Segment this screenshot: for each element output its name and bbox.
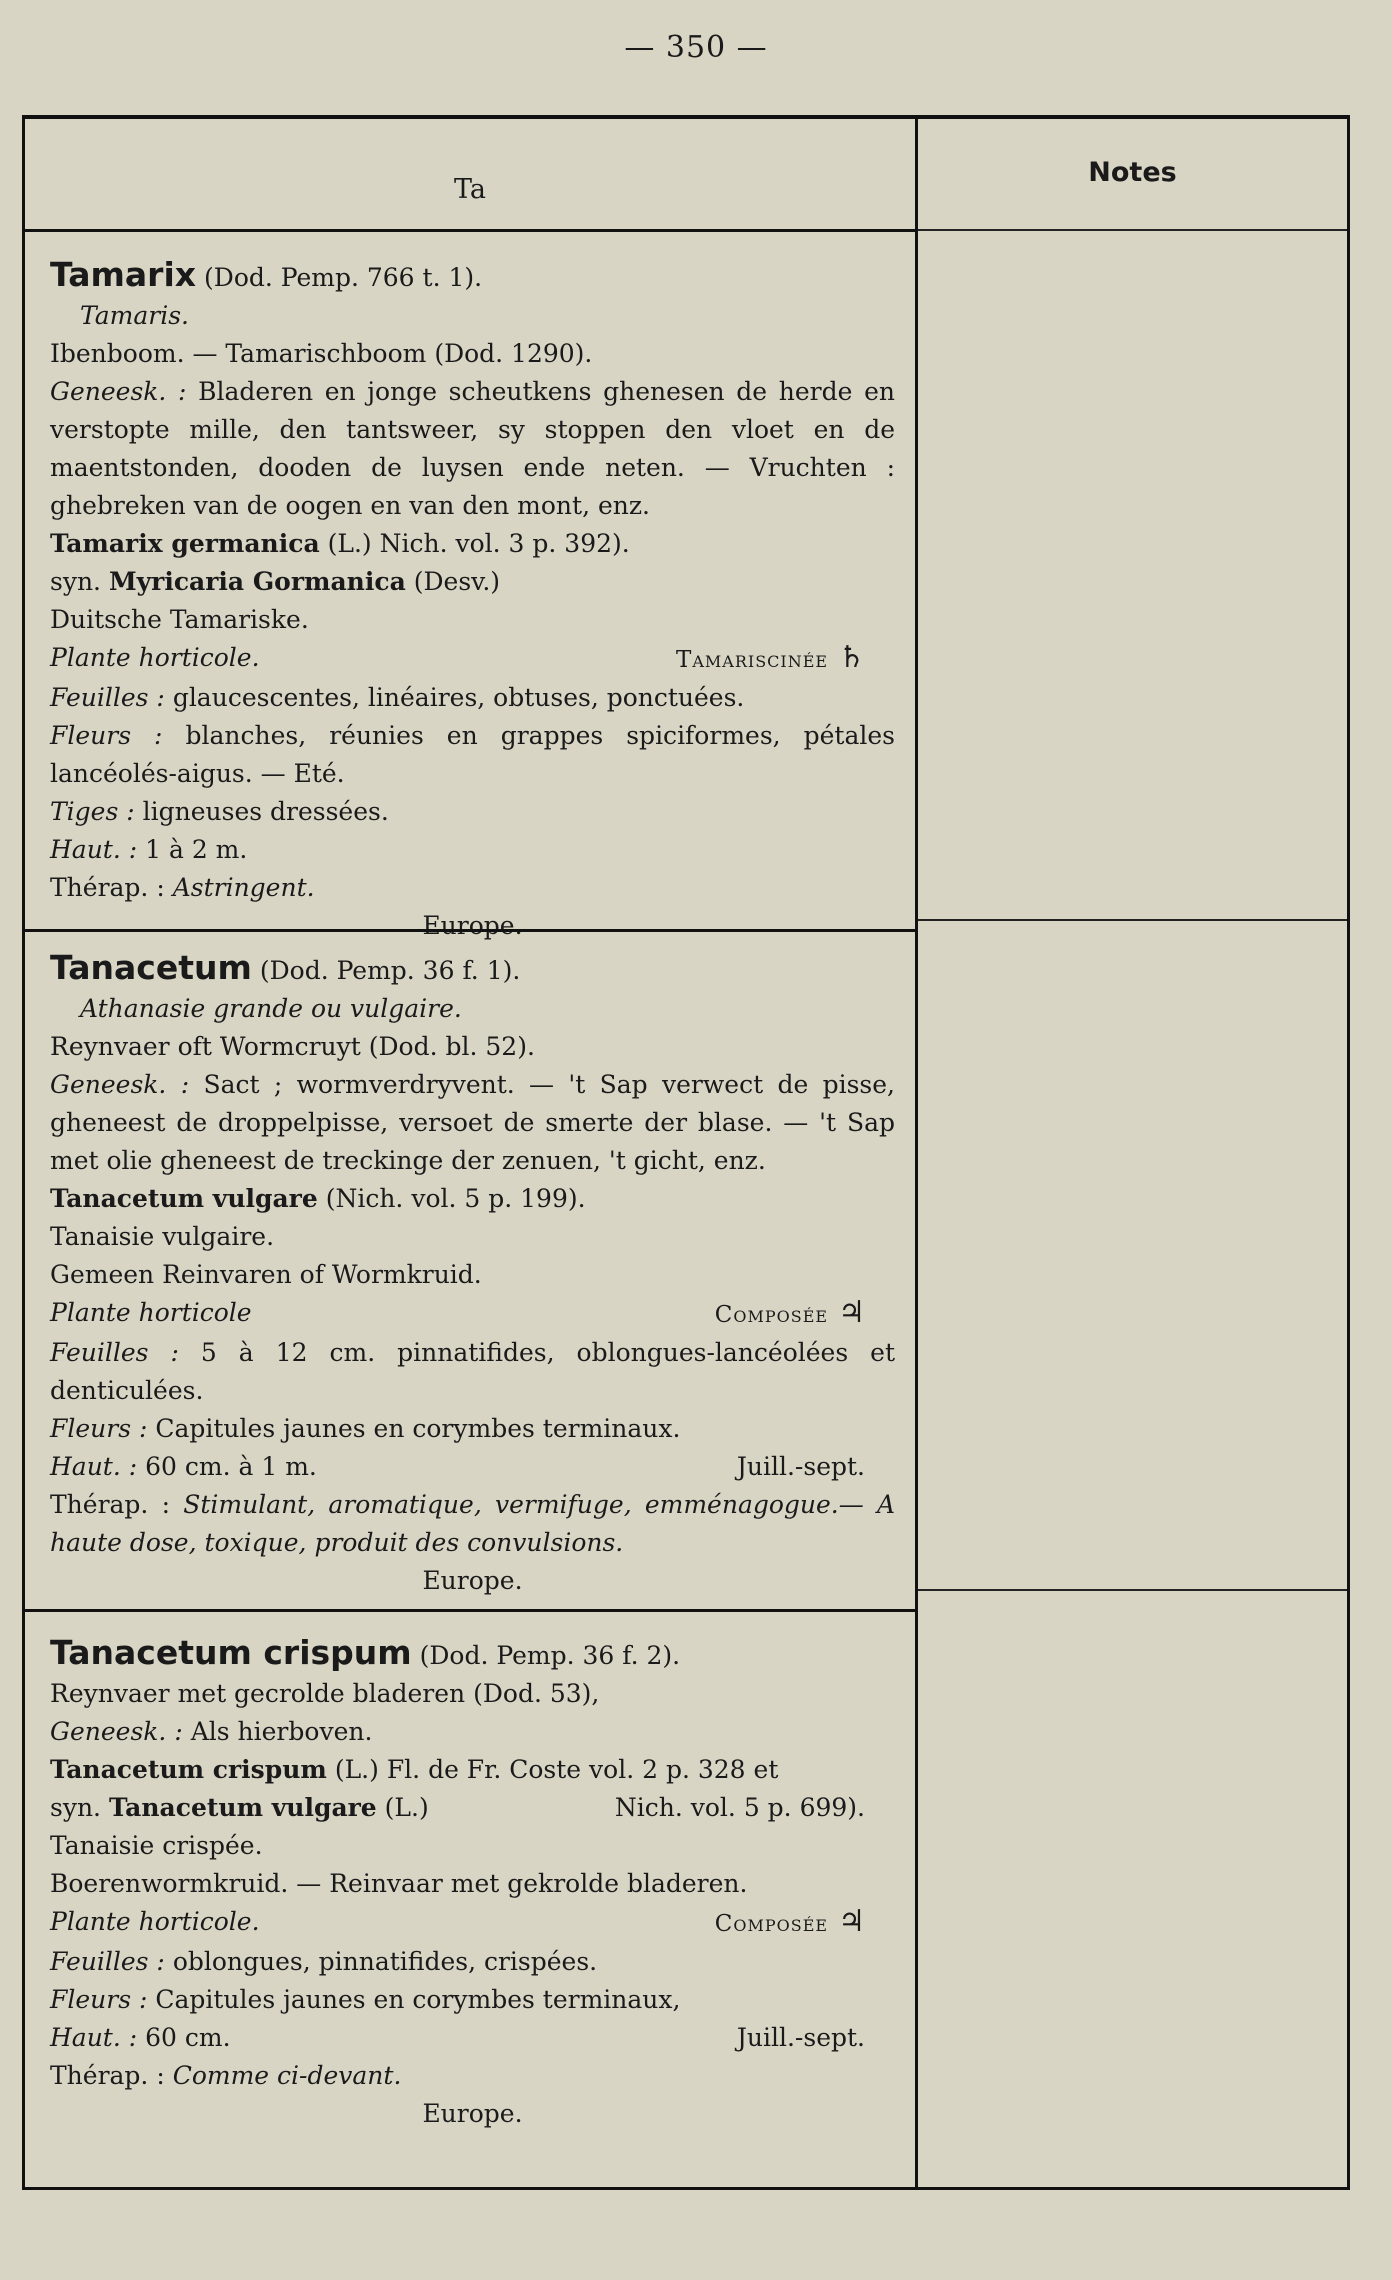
perennial-symbol-icon: ♃ bbox=[838, 1904, 865, 1939]
haut-text: 1 à 2 m. bbox=[145, 835, 248, 864]
perennial-symbol-icon: ♃ bbox=[838, 1295, 865, 1330]
notes-header-divider bbox=[918, 229, 1347, 231]
fleurs-label: Fleurs : bbox=[50, 721, 163, 750]
synonym-author: (L.) bbox=[384, 1793, 429, 1822]
flowering-season: Juill.-sept. bbox=[736, 1452, 865, 1481]
syn-prefix: syn. bbox=[50, 567, 102, 596]
entry-divider bbox=[25, 1609, 915, 1612]
feuilles-label: Feuilles : bbox=[50, 1338, 179, 1367]
feuilles-label: Feuilles : bbox=[50, 683, 165, 712]
notes-divider bbox=[918, 919, 1347, 921]
dutch-names: Reynvaer oft Wormcruyt (Dod. bl. 52). bbox=[50, 1032, 535, 1061]
haut-text: 60 cm. bbox=[145, 2023, 231, 2052]
herbal-table bbox=[22, 115, 1350, 2190]
tiges-label: Tiges : bbox=[50, 797, 135, 826]
notes-divider bbox=[918, 1589, 1347, 1591]
region: Europe. bbox=[422, 911, 523, 940]
dutch-name-2: Boerenwormkruid. — Reinvaar met gekrolde bladeren. bbox=[50, 1869, 748, 1898]
therap-label: Thérap. : bbox=[50, 1490, 170, 1519]
genus-reference: (Dod. Pemp. 36 f. 2). bbox=[419, 1641, 681, 1670]
family-name: Tamariscinée bbox=[676, 647, 829, 673]
haut-text: 60 cm. à 1 m. bbox=[145, 1452, 317, 1481]
french-name-2: Tanaisie vulgaire. bbox=[50, 1222, 275, 1251]
haut-label: Haut. : bbox=[50, 835, 138, 864]
column-divider bbox=[915, 119, 918, 2187]
geneesk-label: Geneesk. : bbox=[50, 1070, 190, 1099]
feuilles-label: Feuilles : bbox=[50, 1947, 165, 1976]
therap-label: Thérap. : bbox=[50, 873, 165, 902]
synonym-author: (Desv.) bbox=[413, 567, 501, 596]
syn-prefix: syn. bbox=[50, 1793, 102, 1822]
synonym-name: Myricaria Gormanica bbox=[108, 567, 406, 596]
dutch-name-2: Gemeen Reinvaren of Wormkruid. bbox=[50, 1260, 482, 1289]
feuilles-text: 5 à 12 cm. pinnatifides, oblongues-lancéolées et denticulées. bbox=[50, 1338, 896, 1405]
plante-label: Plante horticole bbox=[50, 1298, 252, 1327]
entry-tamarix bbox=[50, 256, 895, 945]
species-name: Tanacetum vulgare bbox=[50, 1184, 318, 1213]
geneesk-label: Geneesk. : bbox=[50, 377, 187, 406]
family-name: Composée bbox=[714, 1911, 829, 1937]
flowering-season: Juill.-sept. bbox=[736, 2023, 865, 2052]
therap-text: Comme ci-devant. bbox=[172, 2061, 402, 2090]
therap-text: Stimulant, aromatique, vermifuge, emménagogue.— A haute dose, toxique, produit des convulsions. bbox=[50, 1490, 895, 1557]
feuilles-text: glaucescentes, linéaires, obtuses, ponctuées. bbox=[172, 683, 745, 712]
entry-tanacetum bbox=[50, 949, 895, 1600]
fleurs-text: Capitules jaunes en corymbes terminaux. bbox=[155, 1414, 681, 1443]
genus-reference: (Dod. Pemp. 36 f. 1). bbox=[259, 956, 521, 985]
french-name: Tamaris. bbox=[80, 301, 189, 330]
fleurs-label: Fleurs : bbox=[50, 1414, 148, 1443]
synonym-name: Tanacetum vulgare bbox=[108, 1793, 377, 1822]
haut-label: Haut. : bbox=[50, 1452, 138, 1481]
species-reference: (Nich. vol. 5 p. 199). bbox=[325, 1184, 586, 1213]
german-name: Duitsche Tamariske. bbox=[50, 605, 309, 634]
geneesk-text: Bladeren en jonge scheutkens ghenesen de herde en verstopte mille, den tantsweer, sy stoppen den vloet en de maentstonden, dooden de luysen ende neten. — Vruchten : ghebreken van de oogen en van den mont, enz. bbox=[50, 377, 895, 520]
header-ta: Ta bbox=[453, 174, 486, 205]
region: Europe. bbox=[422, 2099, 523, 2128]
plante-label: Plante horticole. bbox=[50, 1907, 260, 1936]
dutch-names: Reynvaer met gecrolde bladeren (Dod. 53), bbox=[50, 1679, 600, 1708]
species-name: Tamarix germanica bbox=[50, 529, 320, 558]
geneesk-text: Sact ; wormverdryvent. — 't Sap verwect de pisse, gheneest de droppelpisse, versoet de smerte der blase. — 't Sap met olie gheneest de treckinge der zenuen, 't gicht, enz. bbox=[50, 1070, 895, 1175]
species-reference: (L.) Nich. vol. 3 p. 392). bbox=[327, 529, 630, 558]
genus-name: Tanacetum crispum bbox=[50, 1633, 412, 1672]
french-name-2: Tanaisie crispée. bbox=[50, 1831, 263, 1860]
feuilles-text: oblongues, pinnatifides, crispées. bbox=[172, 1947, 598, 1976]
species-reference: (L.) Fl. de Fr. Coste vol. 2 p. 328 et bbox=[334, 1755, 779, 1784]
therap-text: Astringent. bbox=[172, 873, 315, 902]
fleurs-text: blanches, réunies en grappes spiciformes, pétales lancéolés-aigus. — Eté. bbox=[50, 721, 895, 788]
french-name: Athanasie grande ou vulgaire. bbox=[80, 994, 462, 1023]
genus-reference: (Dod. Pemp. 766 t. 1). bbox=[204, 263, 483, 292]
geneesk-text: Als hierboven. bbox=[190, 1717, 373, 1746]
synonym-reference: Nich. vol. 5 p. 699). bbox=[614, 1793, 865, 1822]
family-name: Composée bbox=[714, 1302, 829, 1328]
shrub-symbol-icon: ♄ bbox=[838, 640, 865, 675]
tiges-text: ligneuses dressées. bbox=[142, 797, 389, 826]
entry-tanacetum-crispum bbox=[50, 1634, 895, 2133]
fleurs-label: Fleurs : bbox=[50, 1985, 148, 2014]
header-notes: Notes bbox=[1088, 157, 1177, 188]
haut-label: Haut. : bbox=[50, 2023, 138, 2052]
header-divider bbox=[25, 229, 915, 232]
dutch-names: Ibenboom. — Tamarischboom (Dod. 1290). bbox=[50, 339, 593, 368]
species-name: Tanacetum crispum bbox=[50, 1755, 327, 1784]
page-number: — 350 — bbox=[624, 30, 768, 65]
plante-label: Plante horticole. bbox=[50, 643, 260, 672]
fleurs-text: Capitules jaunes en corymbes terminaux, bbox=[155, 1985, 681, 2014]
genus-name: Tamarix bbox=[50, 255, 197, 294]
region: Europe. bbox=[422, 1566, 523, 1595]
genus-name: Tanacetum bbox=[50, 948, 252, 987]
entry-divider bbox=[25, 929, 915, 932]
therap-label: Thérap. : bbox=[50, 2061, 165, 2090]
geneesk-label: Geneesk. : bbox=[50, 1717, 183, 1746]
